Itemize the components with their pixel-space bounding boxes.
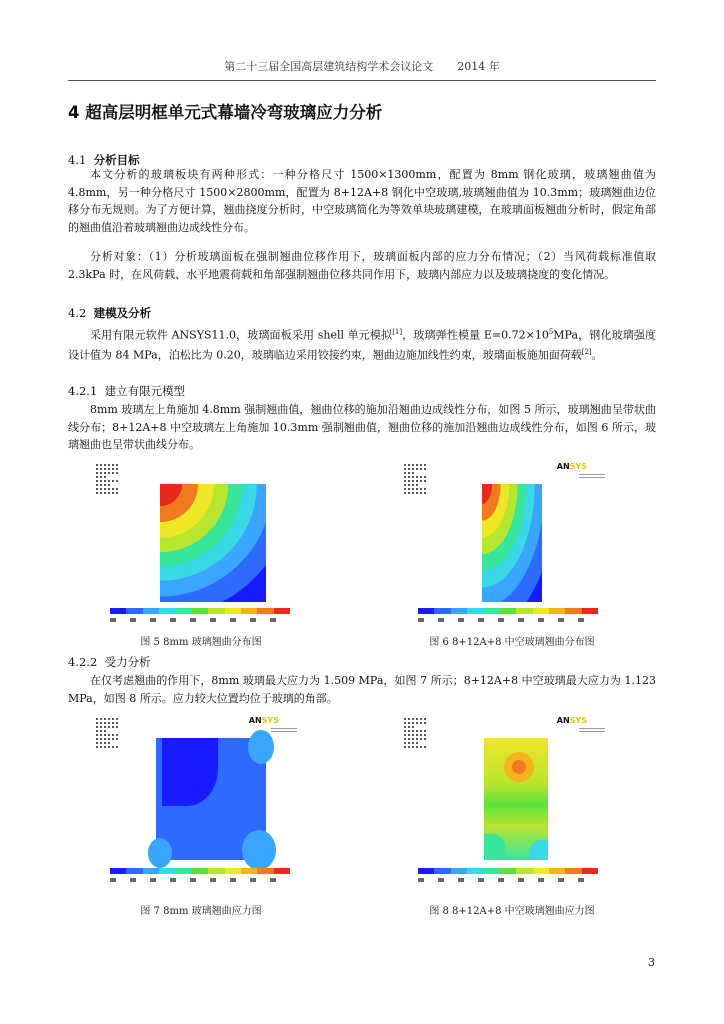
colorbar-ticks: [418, 878, 598, 882]
subsection-title: 建模及分析: [93, 306, 152, 320]
colorbar-segment: [274, 608, 290, 614]
colorbar-ticks: [110, 878, 290, 882]
colorbar: [418, 608, 598, 614]
figure-7-caption: 图 7 8mm 玻璃翘曲应力图: [140, 906, 262, 917]
colorbar-segment: [451, 868, 467, 874]
colorbar: [110, 608, 290, 614]
subsection-number: 4.2.2: [68, 655, 98, 669]
logo-subtext: [271, 726, 297, 734]
colorbar-segment: [126, 608, 142, 614]
figure-8: [404, 716, 609, 888]
colorbar-segment: [126, 868, 142, 874]
figure-6: [404, 462, 609, 622]
colorbar-segment: [418, 868, 434, 874]
colorbar-segment: [582, 608, 598, 614]
colorbar-segment: [241, 868, 257, 874]
citation-2: [2]: [581, 348, 592, 357]
ansys-logo: ANSYS: [248, 716, 279, 725]
colorbar-segment: [582, 868, 598, 874]
header-rule: [68, 80, 656, 81]
glass-plate-contour: [482, 484, 542, 602]
colorbar-segment: [159, 868, 175, 874]
subsection-4-2-2-heading: [68, 654, 151, 670]
colorbar-segment: [483, 608, 499, 614]
figure-legend-text: [96, 462, 120, 496]
subsection-number: 4.2: [68, 306, 87, 320]
colorbar-segment: [159, 608, 175, 614]
subsection-number: 4.2.1: [68, 384, 98, 398]
colorbar-segment: [418, 608, 434, 614]
section-title: 4 超高层明框单元式幕墙冷弯玻璃应力分析: [68, 103, 383, 122]
logo-subtext: [579, 472, 605, 480]
colorbar-segment: [175, 608, 191, 614]
figure-6-caption: 图 6 8+12A+8 中空玻璃翘曲分布图: [429, 637, 595, 648]
colorbar-segment: [225, 868, 241, 874]
colorbar-segment: [143, 608, 159, 614]
subsection-4-2-heading: [68, 305, 151, 321]
colorbar-segment: [516, 868, 532, 874]
colorbar-segment: [241, 608, 257, 614]
colorbar-segment: [467, 868, 483, 874]
colorbar-segment: [257, 608, 273, 614]
header-title: 第二十三届全国高层建筑结构学术会议论文: [224, 60, 434, 73]
modulus-exponent: 5: [548, 328, 554, 336]
subsection-title: 建立有限元模型: [104, 384, 186, 398]
colorbar-segment: [192, 868, 208, 874]
colorbar-segment: [257, 868, 273, 874]
colorbar-segment: [549, 868, 565, 874]
ansys-logo: ANSYS: [556, 462, 587, 471]
figure-7: [96, 716, 301, 888]
paragraph-stress-analysis: 在仅考虑翘曲的作用下，8mm 玻璃最大应力为 1.509 MPa，如图 7 所示；8+12A+8 中空玻璃最大应力为 1.123 MPa，如图 8 所示。应力较大位置均位于玻璃的角部。: [68, 674, 656, 705]
figure-5: [96, 462, 301, 622]
colorbar-segment: [533, 868, 549, 874]
colorbar-segment: [208, 868, 224, 874]
colorbar-segment: [451, 608, 467, 614]
header-year: 2014 年: [457, 60, 500, 73]
colorbar-segment: [143, 868, 159, 874]
colorbar-segment: [434, 608, 450, 614]
colorbar-segment: [274, 868, 290, 874]
subsection-number: 4.1: [68, 153, 87, 167]
figure-legend-text: [404, 462, 428, 496]
colorbar-ticks: [418, 618, 598, 622]
colorbar-segment: [175, 868, 191, 874]
colorbar-segment: [533, 608, 549, 614]
colorbar-segment: [516, 608, 532, 614]
ansys-logo: ANSYS: [556, 716, 587, 725]
paragraph-fe-model: 8mm 玻璃左上角施加 4.8mm 强制翘曲值，翘曲位移的施加沿翘曲边成线性分布，如图 5 所示，玻璃翘曲呈带状曲线分布；8+12A+8 中空玻璃左上角施加 10.3mm 强制翘曲值，翘曲位移的施加沿翘曲边成线性分布，如图 6 所示，玻璃翘曲也呈带状曲线分布。: [68, 403, 656, 452]
colorbar-segment: [110, 868, 126, 874]
subsection-4-2-1-heading: [68, 383, 185, 399]
subsection-title: 分析目标: [93, 153, 140, 167]
colorbar-ticks: [110, 618, 290, 622]
glass-plate-contour: [156, 738, 266, 860]
page-number: 3: [648, 956, 655, 969]
colorbar-segment: [467, 608, 483, 614]
colorbar-segment: [565, 868, 581, 874]
colorbar: [110, 868, 290, 874]
colorbar-segment: [225, 608, 241, 614]
paragraph-analysis-targets: 分析对象：（1）分析玻璃面板在强制翘曲位移作用下，玻璃面板内部的应力分布情况；（2）当风荷载标准值取 2.3kPa 时，在风荷载、水平地震荷载和角部强制翘曲位移共同作用下，玻璃内部应力以及玻璃挠度的变化情况。: [68, 250, 656, 281]
glass-plate-contour: [484, 738, 548, 860]
paragraph-objective: 本文分析的玻璃板块有两种形式：一种分格尺寸 1500×1300mm，配置为 8mm 钢化玻璃，玻璃翘曲值为 4.8mm，另一种分格尺寸 1500×2800mm，配置为 8+12A+8 钢化中空玻璃,玻璃翘曲值为 10.3mm；玻璃翘曲边位移分布无规则。为了方便计算，翘曲挠度分析时，中空玻璃简化为等效单块玻璃建模，在玻璃面板翘曲分析时，假定角部的翘曲值沿着玻璃翘曲边成线性分布。: [68, 168, 656, 234]
subsection-title: 受力分析: [104, 655, 151, 669]
glass-plate-contour: [160, 484, 266, 602]
colorbar-segment: [110, 608, 126, 614]
figure-legend-text: [96, 716, 120, 750]
colorbar-segment: [549, 608, 565, 614]
citation-1: [1]: [392, 328, 403, 336]
colorbar: [418, 868, 598, 874]
colorbar-segment: [192, 608, 208, 614]
running-header: [0, 58, 724, 74]
figure-5-caption: 图 5 8mm 玻璃翘曲分布图: [140, 637, 262, 648]
colorbar-segment: [500, 608, 516, 614]
colorbar-segment: [500, 868, 516, 874]
figure-8-caption: 图 8 8+12A+8 中空玻璃翘曲应力图: [429, 906, 595, 917]
paragraph-modeling: 采用有限元软件 ANSYS11.0，玻璃面板采用 shell 单元模拟[1]，玻璃弹性模量 $E=0.72\times 10^5MPa$，钢化玻璃强度设计值为 84 MPa，泊松比为 0.20，玻璃临边采用铰接约束，翘曲边施加线性约束，玻璃面板施加面荷载[2]。: [68, 328, 656, 362]
colorbar-segment: [434, 868, 450, 874]
figure-legend-text: [404, 716, 428, 750]
colorbar-segment: [565, 608, 581, 614]
logo-subtext: [579, 726, 605, 734]
colorbar-segment: [483, 868, 499, 874]
colorbar-segment: [208, 608, 224, 614]
